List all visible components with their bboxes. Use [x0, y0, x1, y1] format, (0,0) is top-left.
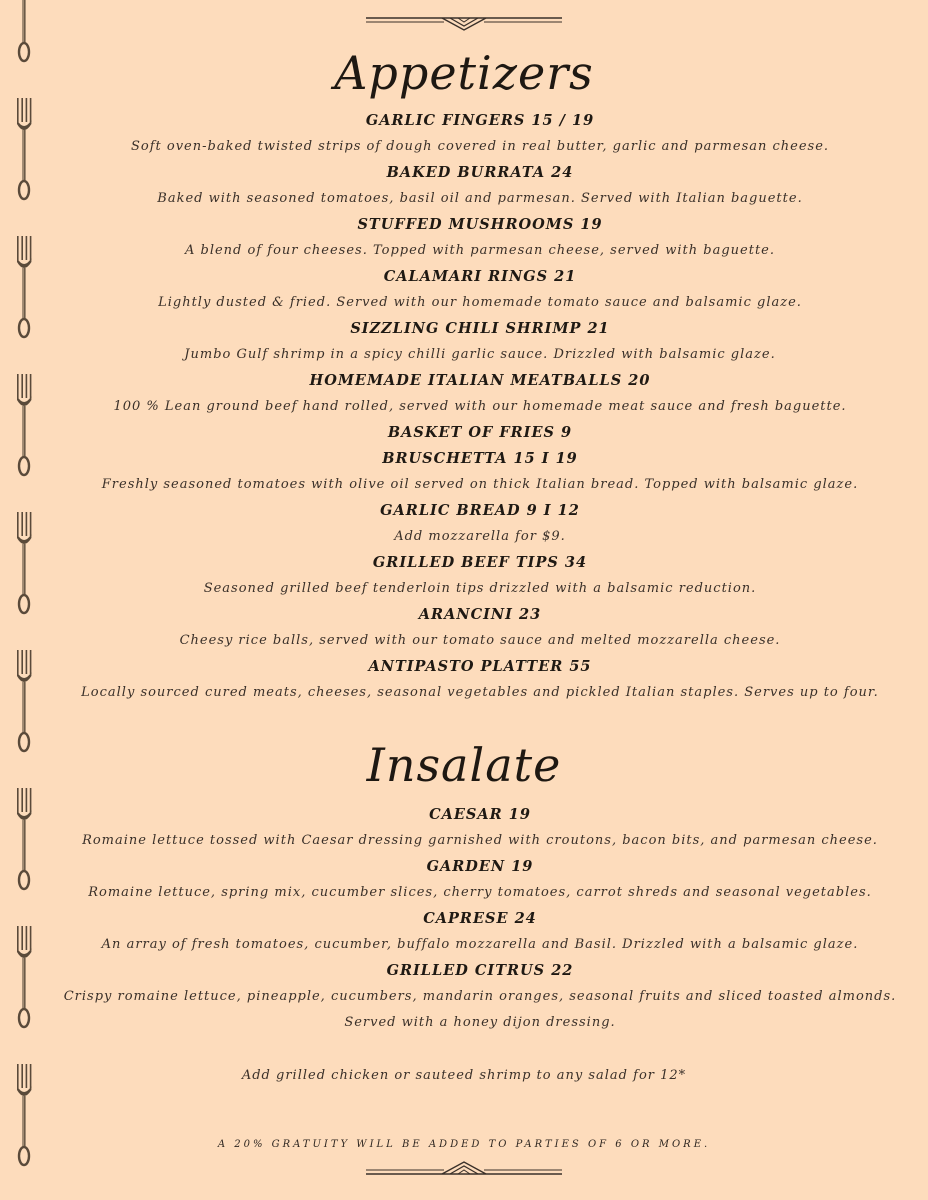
menu-item-description: Seasoned grilled beef tenderloin tips drizzled with a balsamic reduction.: [203, 581, 757, 596]
menu-item-description: Romaine lettuce tossed with Caesar dressing garnished with croutons, bacon bits, and parmesan cheese.: [82, 833, 878, 848]
menu-item-description: Add mozzarella for $9.: [394, 529, 566, 544]
appetizers-list: [50, 108, 910, 706]
section-title-insalate: Insalate: [366, 738, 562, 792]
art-deco-ornament-icon: [364, 14, 564, 32]
menu-item-name: ANTIPASTO PLATTER 55: [368, 658, 592, 675]
insalate-list: [50, 802, 910, 1036]
menu-item-name: GARLIC BREAD 9 I 12: [380, 502, 580, 519]
menu-item-name: BRUSCHETTA 15 I 19: [382, 450, 578, 467]
art-deco-ornament-icon: [364, 1160, 564, 1178]
menu-item-name: SIZZLING CHILI SHRIMP 21: [350, 320, 610, 337]
menu-item-description: Cheesy rice balls, served with our tomato sauce and melted mozzarella cheese.: [179, 633, 781, 648]
menu-item-description-continued: Served with a honey dijon dressing.: [344, 1015, 616, 1030]
menu-item-description: Freshly seasoned tomatoes with olive oil served on thick Italian bread. Topped with balsamic glaze.: [101, 477, 859, 492]
menu-item-description: Lightly dusted & fried. Served with our homemade tomato sauce and balsamic glaze.: [158, 295, 802, 310]
menu-item-name: BAKED BURRATA 24: [386, 164, 574, 181]
menu-item-description: A blend of four cheeses. Topped with parmesan cheese, served with baguette.: [184, 243, 775, 258]
fork-icon: [17, 788, 31, 889]
menu-item-description: Soft oven-baked twisted strips of dough covered in real butter, garlic and parmesan cheese.: [130, 139, 830, 154]
menu-item-name: GRILLED CITRUS 22: [386, 962, 574, 979]
fork-icon: [17, 650, 31, 751]
fork-icon: [17, 926, 31, 1027]
section-title-appetizers: Appetizers: [334, 46, 594, 100]
menu-item-name: CAESAR 19: [429, 806, 531, 823]
menu-item-description: Jumbo Gulf shrimp in a spicy chilli garlic sauce. Drizzled with balsamic glaze.: [184, 347, 776, 362]
menu-item-name: HOMEMADE ITALIAN MEATBALLS 20: [309, 372, 651, 389]
fork-icon: [17, 98, 31, 199]
menu-item-name: GRILLED BEEF TIPS 34: [372, 554, 588, 571]
menu-item-name: GARDEN 19: [426, 858, 534, 875]
menu-item-name: CAPRESE 24: [423, 910, 537, 927]
salad-addon-note: Add grilled chicken or sauteed shrimp to any salad for 12*: [241, 1068, 687, 1083]
menu-item-name: ARANCINI 23: [418, 606, 542, 623]
menu-item-name: STUFFED MUSHROOMS 19: [357, 216, 603, 233]
menu-item-description: Baked with seasoned tomatoes, basil oil and parmesan. Served with Italian baguette.: [157, 191, 803, 206]
menu-item-description: Locally sourced cured meats, cheeses, seasonal vegetables and pickled Italian staples. Serves up to four.: [81, 685, 879, 700]
gratuity-notice: A 20% GRATUITY WILL BE ADDED TO PARTIES OF 6 OR MORE.: [217, 1139, 711, 1150]
menu-item-description: Romaine lettuce, spring mix, cucumber slices, cherry tomatoes, carrot shreds and seasonal vegetables.: [88, 885, 872, 900]
menu-item-description: Crispy romaine lettuce, pineapple, cucumbers, mandarin oranges, seasonal fruits and sliced toasted almonds.: [63, 989, 897, 1004]
menu-item-name: GARLIC FINGERS 15 / 19: [365, 112, 595, 129]
fork-icon: [17, 236, 31, 337]
menu-item-description: An array of fresh tomatoes, cucumber, buffalo mozzarella and Basil. Drizzled with a balsamic glaze.: [101, 937, 859, 952]
menu-item-name: BASKET OF FRIES 9: [387, 424, 573, 441]
fork-icon: [17, 512, 31, 613]
menu-item-description: 100 % Lean ground beef hand rolled, served with our homemade meat sauce and fresh baguette.: [113, 399, 847, 414]
fork-border: [0, 0, 40, 1200]
fork-icon: [17, 374, 31, 475]
menu-item-name: CALAMARI RINGS 21: [383, 268, 577, 285]
